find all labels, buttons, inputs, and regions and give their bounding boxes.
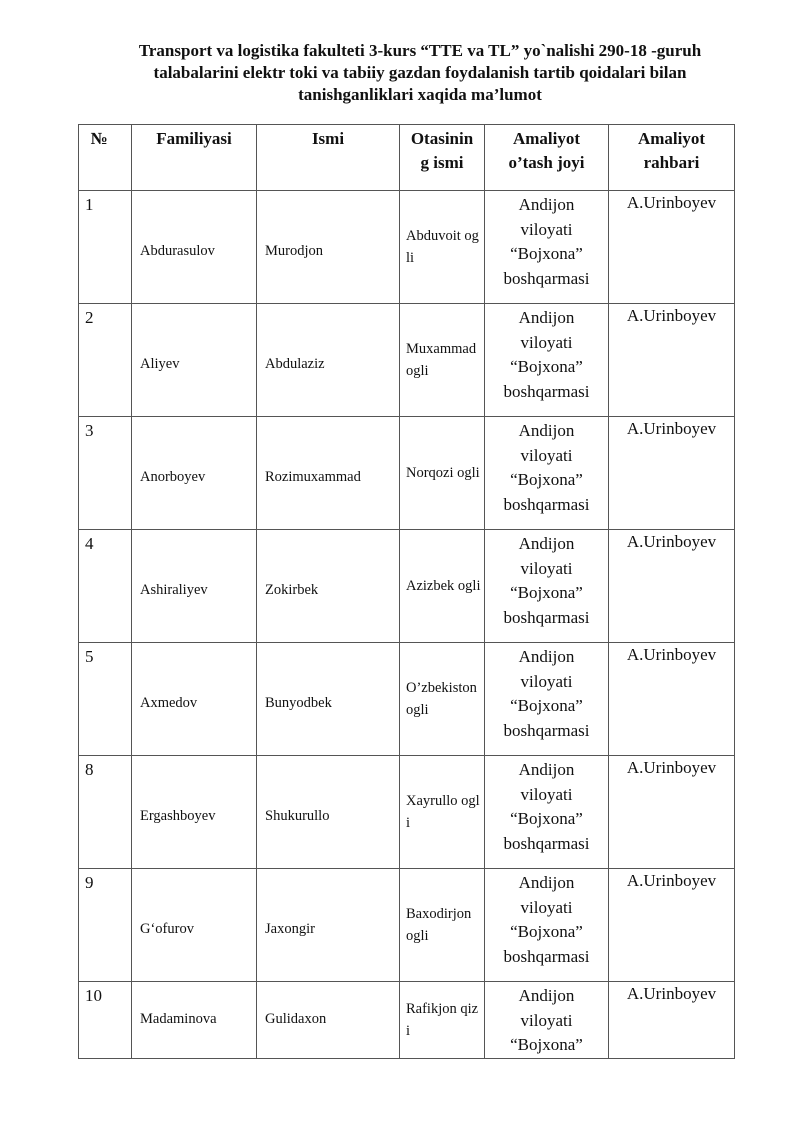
row-familiya: Axmedov	[132, 643, 257, 756]
row-ism: Shukurullo	[257, 756, 400, 869]
header-familiyasi: Familiyasi	[132, 125, 257, 191]
title-line-2: talabalarini elektr toki va tabiiy gazdan foydalanish tartib qoidalari bilan	[153, 63, 687, 82]
row-familiya: Anorboyev	[132, 417, 257, 530]
row-familiya: Aliyev	[132, 304, 257, 417]
header-ismi: Ismi	[257, 125, 400, 191]
row-amaliyot-joyi: Andijon viloyati “Bojxona” boshqarmasi	[485, 530, 609, 643]
row-rahbar: A.Urinboyev	[609, 530, 735, 643]
row-ism: Abdulaziz	[257, 304, 400, 417]
row-number: 1	[79, 191, 132, 304]
row-familiya: G‘ofurov	[132, 869, 257, 982]
row-rahbar: A.Urinboyev	[609, 417, 735, 530]
row-ism: Murodjon	[257, 191, 400, 304]
table-row	[79, 417, 735, 530]
row-amaliyot-joyi: Andijon viloyati “Bojxona”	[485, 982, 609, 1059]
title-line-1: Transport va logistika fakulteti 3-kurs “TTE va TL” yo`nalishi 290-18 -guruh	[138, 41, 702, 60]
row-otasi: O’zbekiston ogli	[400, 643, 485, 756]
table-row	[79, 643, 735, 756]
row-rahbar: A.Urinboyev	[609, 191, 735, 304]
row-number: 9	[79, 869, 132, 982]
row-rahbar: A.Urinboyev	[609, 756, 735, 869]
row-otasi: Xayrullo ogli	[400, 756, 485, 869]
row-number: 3	[79, 417, 132, 530]
row-ism: Zokirbek	[257, 530, 400, 643]
row-familiya: Madaminova	[132, 982, 257, 1059]
row-ism: Jaxongir	[257, 869, 400, 982]
row-amaliyot-joyi: Andijon viloyati “Bojxona” boshqarmasi	[485, 304, 609, 417]
row-familiya: Ergashboyev	[132, 756, 257, 869]
row-amaliyot-joyi: Andijon viloyati “Bojxona” boshqarmasi	[485, 756, 609, 869]
row-otasi: Baxodirjon ogli	[400, 869, 485, 982]
header-amaliyot-rahbari: Amaliyot rahbari	[609, 125, 735, 191]
row-amaliyot-joyi: Andijon viloyati “Bojxona” boshqarmasi	[485, 191, 609, 304]
row-rahbar: A.Urinboyev	[609, 643, 735, 756]
title-line-3: tanishganliklari xaqida ma’lumot	[298, 85, 542, 104]
table-row	[79, 982, 735, 1059]
row-otasi: Abduvoit ogli	[400, 191, 485, 304]
row-ism: Bunyodbek	[257, 643, 400, 756]
row-number: 4	[79, 530, 132, 643]
row-amaliyot-joyi: Andijon viloyati “Bojxona” boshqarmasi	[485, 869, 609, 982]
row-ism: Rozimuxammad	[257, 417, 400, 530]
table-row	[79, 304, 735, 417]
document-title	[70, 40, 770, 106]
table-header-row	[79, 125, 735, 191]
table-row	[79, 756, 735, 869]
header-num: №	[79, 125, 132, 191]
row-familiya: Abdurasulov	[132, 191, 257, 304]
row-number: 8	[79, 756, 132, 869]
table-row	[79, 530, 735, 643]
row-rahbar: A.Urinboyev	[609, 982, 735, 1059]
header-otasining-ismi: Otasinin g ismi	[400, 125, 485, 191]
row-number: 10	[79, 982, 132, 1059]
header-amaliyot-joyi: Amaliyot o’tash joyi	[485, 125, 609, 191]
row-rahbar: A.Urinboyev	[609, 869, 735, 982]
row-amaliyot-joyi: Andijon viloyati “Bojxona” boshqarmasi	[485, 417, 609, 530]
row-familiya: Ashiraliyev	[132, 530, 257, 643]
row-ism: Gulidaxon	[257, 982, 400, 1059]
row-number: 2	[79, 304, 132, 417]
table-row	[79, 191, 735, 304]
row-otasi: Muxammad ogli	[400, 304, 485, 417]
table-row	[79, 869, 735, 982]
row-rahbar: A.Urinboyev	[609, 304, 735, 417]
row-number: 5	[79, 643, 132, 756]
row-otasi: Norqozi ogli	[400, 417, 485, 530]
row-otasi: Rafikjon qizi	[400, 982, 485, 1059]
row-amaliyot-joyi: Andijon viloyati “Bojxona” boshqarmasi	[485, 643, 609, 756]
row-otasi: Azizbek ogli	[400, 530, 485, 643]
students-table	[78, 124, 735, 1059]
